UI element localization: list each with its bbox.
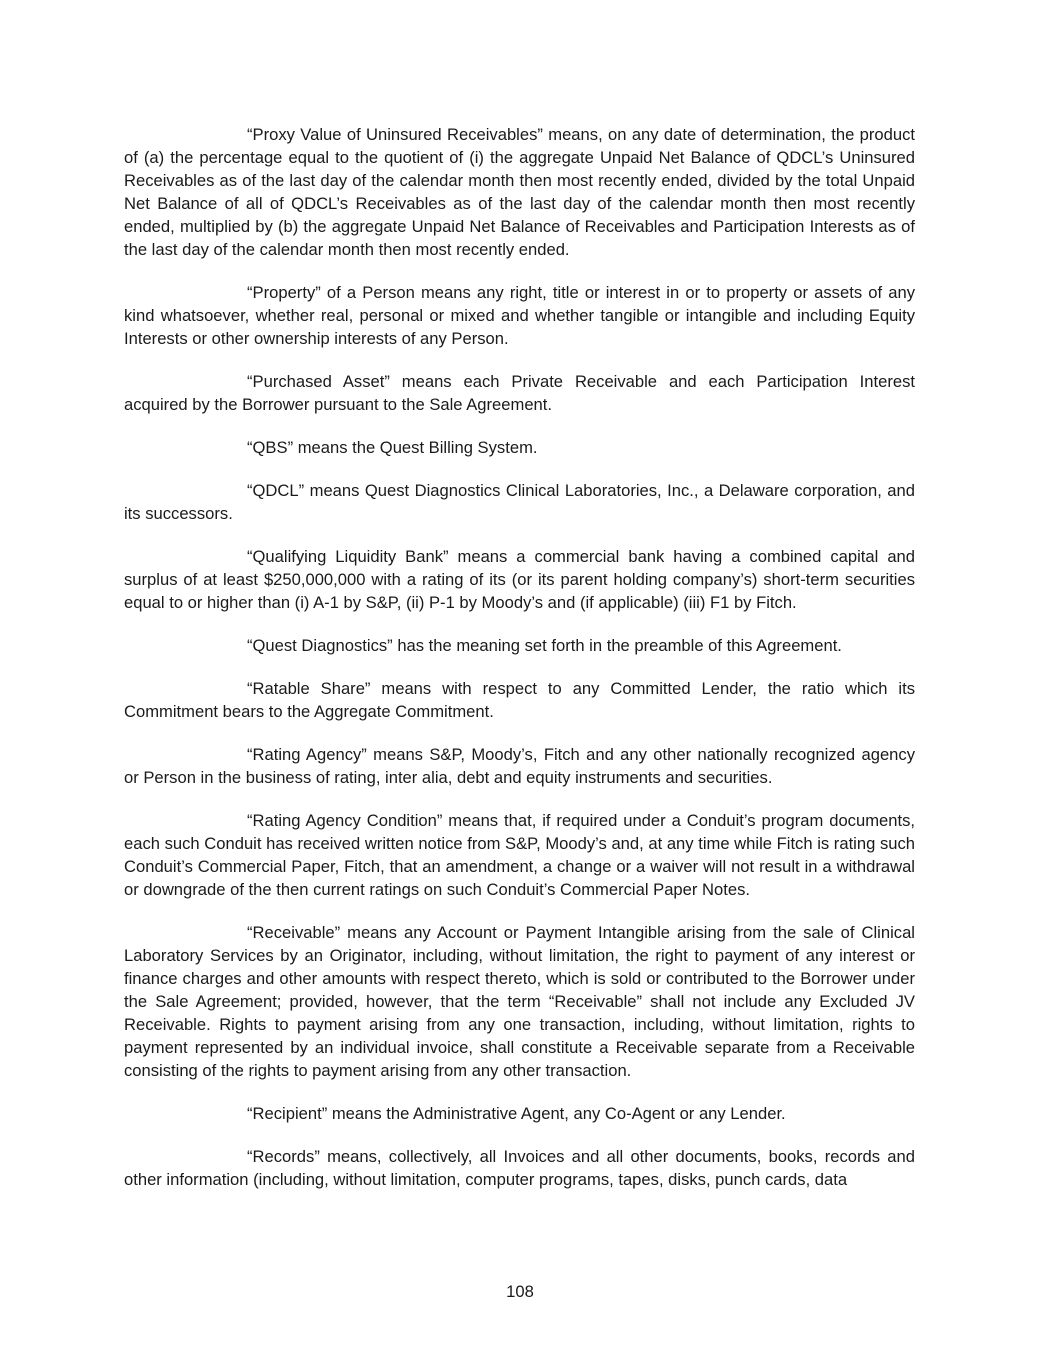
definition-rating-agency-condition: “Rating Agency Condition” means that, if required under a Conduit’s program documents, each such Conduit has received written notice from S&P, Moody’s and, at any time while Fitch is rating such Conduit’s Commercial Paper, Fitch, that an amendment, a change or a waiver will not result in a withdrawal or downgrade of the then current ratings on such Conduit’s Commercial Paper Notes.: [124, 811, 915, 899]
definition-property: “Property” of a Person means any right, title or interest in or to property or assets of any kind whatsoever, whether real, personal or mixed and whether tangible or intangible and including Equity Interests or other ownership interests of any Person.: [124, 283, 915, 348]
document-body: [124, 123, 915, 1211]
definition-proxy-value-of-uninsured-receivables: “Proxy Value of Uninsured Receivables” means, on any date of determination, the product of (a) the percentage equal to the quotient of (i) the aggregate Unpaid Net Balance of QDCL’s Uninsured Receivables as of the last day of the calendar month then most recently ended, divided by the total Unpaid Net Balance of all of QDCL’s Receivables as of the last day of the calendar month then most recently ended, multiplied by (b) the aggregate Unpaid Net Balance of Receivables and Participation Interests as of the last day of the calendar month then most recently ended.: [124, 125, 915, 259]
definition-qualifying-liquidity-bank: “Qualifying Liquidity Bank” means a commercial bank having a combined capital and surplus of at least $250,000,000 with a rating of its (or its parent holding company’s) short-term securities equal to or higher than (i) A-1 by S&P, (ii) P-1 by Moody’s and (if applicable) (iii) F1 by Fitch.: [124, 547, 915, 612]
page-number: 108: [506, 1282, 534, 1301]
definition-ratable-share: “Ratable Share” means with respect to any Committed Lender, the ratio which its Commitment bears to the Aggregate Commitment.: [124, 679, 915, 721]
definition-receivable: “Receivable” means any Account or Payment Intangible arising from the sale of Clinical Laboratory Services by an Originator, including, without limitation, the right to payment of any interest or finance charges and other amounts with respect thereto, which is sold or contributed to the Borrower under the Sale Agreement; provided, however, that the term “Receivable” shall not include any Excluded JV Receivable. Rights to payment arising from any one transaction, including, without limitation, rights to payment represented by an individual invoice, shall constitute a Receivable separate from a Receivable consisting of the rights to payment arising from any other transaction.: [124, 923, 915, 1080]
definition-records: “Records” means, collectively, all Invoices and all other documents, books, records and other information (including, without limitation, computer programs, tapes, disks, punch cards, data: [124, 1147, 915, 1189]
definition-recipient: “Recipient” means the Administrative Agent, any Co-Agent or any Lender.: [247, 1104, 786, 1123]
definition-quest-diagnostics: “Quest Diagnostics” has the meaning set forth in the preamble of this Agreement.: [247, 636, 842, 655]
definition-purchased-asset: “Purchased Asset” means each Private Receivable and each Participation Interest acquired by the Borrower pursuant to the Sale Agreement.: [124, 372, 915, 414]
definition-qdcl: “QDCL” means Quest Diagnostics Clinical Laboratories, Inc., a Delaware corporation, and its successors.: [124, 481, 915, 523]
definition-qbs: “QBS” means the Quest Billing System.: [247, 438, 538, 457]
definition-rating-agency: “Rating Agency” means S&P, Moody’s, Fitch and any other nationally recognized agency or Person in the business of rating, inter alia, debt and equity instruments and securities.: [124, 745, 915, 787]
